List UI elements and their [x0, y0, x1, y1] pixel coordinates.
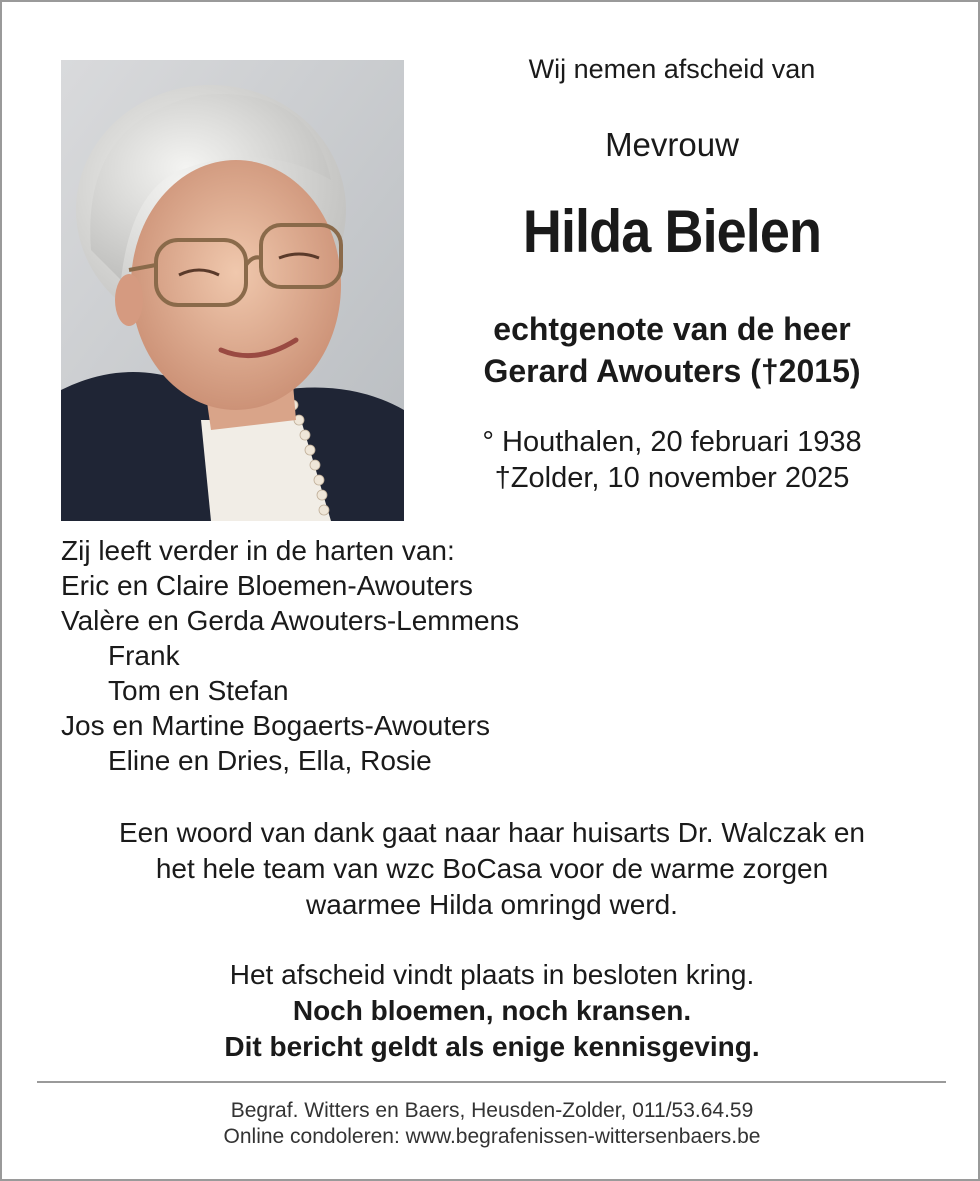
family-line: Jos en Martine Bogaerts-Awouters [61, 710, 491, 741]
closing-line-2: Noch bloemen, noch kransen. [292, 995, 692, 1026]
funeral-home-footer [2, 1098, 980, 1150]
footer-line-1: Begraf. Witters en Baers, Heusden-Zolder, 011/53.64.59 [230, 1099, 754, 1122]
closing-line-3: Dit bericht geldt als enige kennisgeving. [224, 1031, 760, 1062]
closing-paragraph [2, 957, 980, 1065]
life-dates [422, 424, 922, 496]
deceased-name: Hilda Bielen [522, 198, 822, 265]
family-line: Eline en Dries, Ella, Rosie [108, 745, 432, 776]
thanks-paragraph [2, 815, 980, 923]
birth-date: ° Houthalen, 20 februari 1938 [482, 426, 862, 458]
thanks-line-3: waarmee Hilda omringd werd. [306, 889, 678, 920]
portrait-photo [61, 60, 404, 521]
family-line: Valère en Gerda Awouters-Lemmens [61, 605, 520, 636]
family-line: Eric en Claire Bloemen-Awouters [61, 570, 473, 601]
intro-text: Wij nemen afscheid van [528, 54, 816, 84]
spouse-line-2: Gerard Awouters (†2015) [483, 353, 861, 389]
closing-line-1: Het afscheid vindt plaats in besloten kring. [229, 959, 755, 990]
family-line: Frank [108, 640, 180, 671]
footer-divider [37, 1081, 946, 1083]
thanks-line-2: het hele team van wzc BoCasa voor de warme zorgen [155, 853, 829, 884]
thanks-line-1: Een woord van dank gaat naar haar huisarts Dr. Walczak en [118, 817, 866, 848]
spouse-line-1: echtgenote van de heer [493, 311, 851, 347]
death-date: †Zolder, 10 november 2025 [494, 462, 850, 494]
title-prefix: Mevrouw [605, 126, 739, 163]
family-line: Tom en Stefan [108, 675, 289, 706]
family-list [61, 533, 519, 778]
footer-line-2: Online condoleren: www.begrafenissen-wittersenbaers.be [223, 1125, 761, 1148]
spouse-info [422, 308, 922, 392]
portrait-illustration [61, 60, 404, 521]
family-heading: Zij leeft verder in de harten van: [61, 535, 455, 566]
